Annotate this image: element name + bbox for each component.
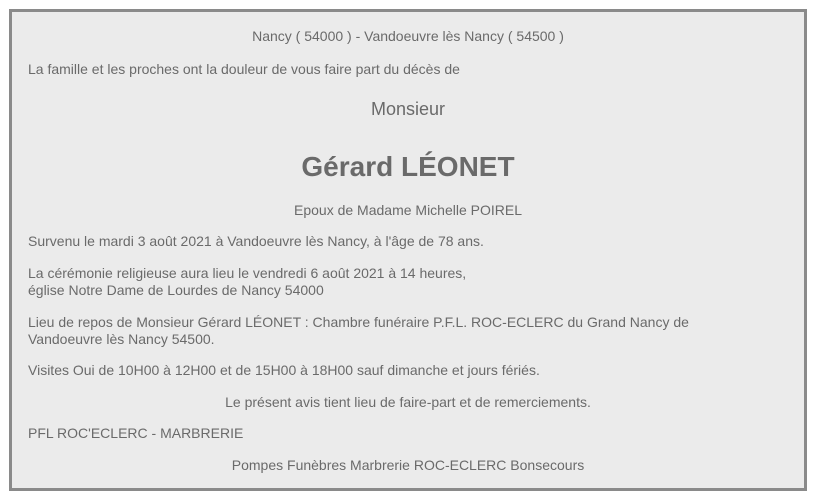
rest-line-1: Lieu de repos de Monsieur Gérard LÉONET : Chambre funéraire P.F.L. ROC-ECLERC du Grand Nancy de xyxy=(28,314,689,330)
obituary-notice xyxy=(9,9,807,491)
visits-info: Visites Oui de 10H00 à 12H00 et de 15H00 à 18H00 sauf dimanche et jours fériés. xyxy=(28,362,540,378)
ceremony-line-2: église Notre Dame de Lourdes de Nancy 54000 xyxy=(28,282,324,298)
death-info: Survenu le mardi 3 août 2021 à Vandoeuvre lès Nancy, à l'âge de 78 ans. xyxy=(28,233,484,249)
footer-text: Pompes Funèbres Marbrerie ROC-ECLERC Bonsecours xyxy=(231,457,585,473)
company-name: PFL ROC'ECLERC - MARBRERIE xyxy=(28,425,244,441)
ceremony-line-1: La cérémonie religieuse aura lieu le vendredi 6 août 2021 à 14 heures, xyxy=(28,265,467,281)
notice-text: Le présent avis tient lieu de faire-part et de remerciements. xyxy=(225,394,591,410)
rest-place-info xyxy=(28,314,689,348)
intro-text: La famille et les proches ont la douleur de vous faire part du décès de xyxy=(28,61,460,77)
civility: Monsieur xyxy=(370,99,446,119)
deceased-name: Gérard LÉONET xyxy=(301,151,515,182)
rest-line-2: Vandoeuvre lès Nancy 54500. xyxy=(28,331,215,347)
spouse-line: Epoux de Madame Michelle POIREL xyxy=(294,202,522,218)
header-location: Nancy ( 54000 ) - Vandoeuvre lès Nancy ( 54500 ) xyxy=(252,28,564,44)
ceremony-info xyxy=(28,265,466,299)
